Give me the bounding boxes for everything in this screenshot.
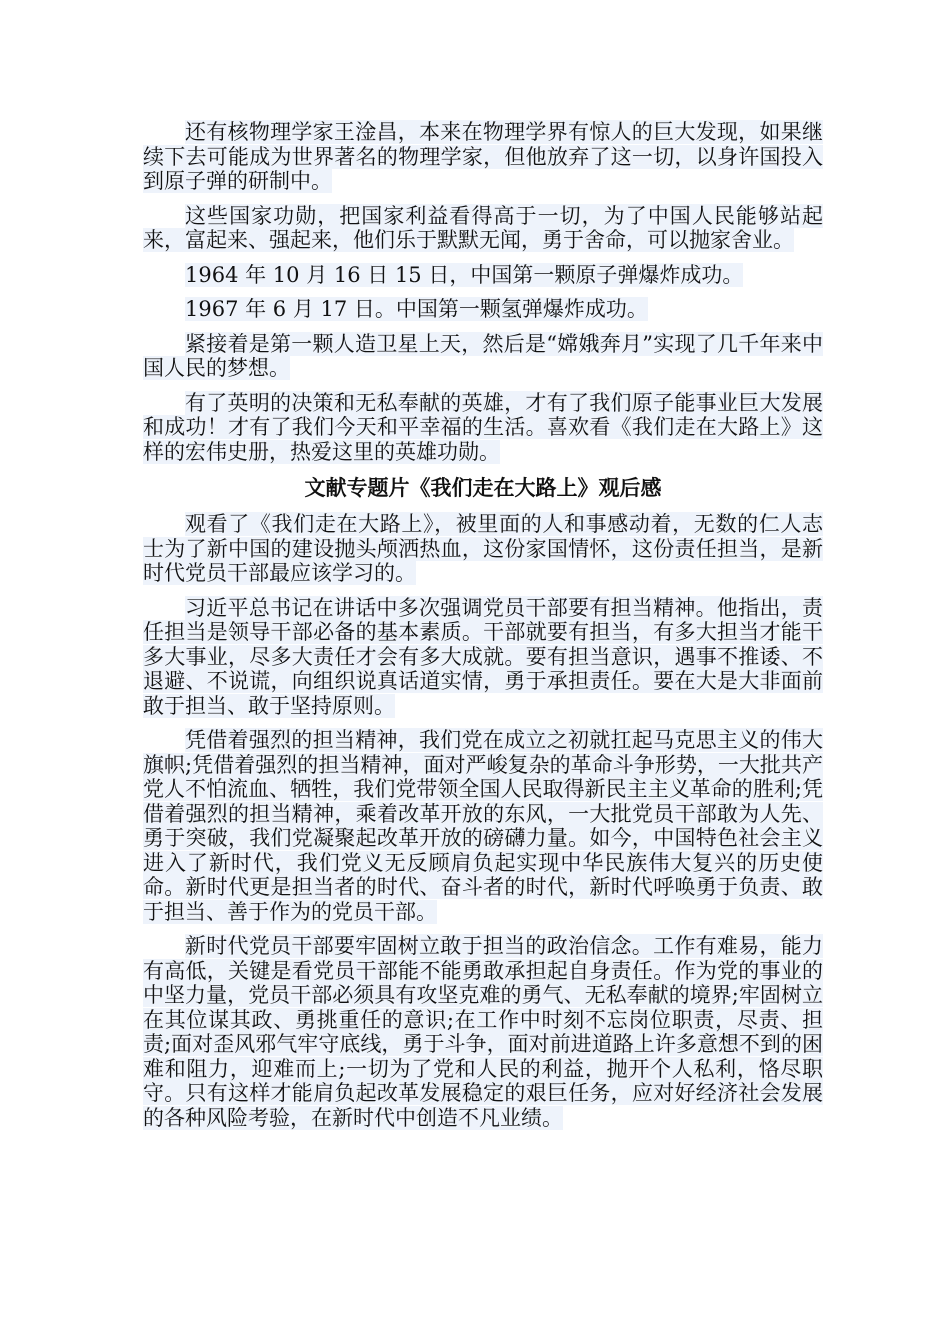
paragraph-hydrogen-bomb-date: 1967 年 6 月 17 日。中国第一颗氢弹爆炸成功。 (185, 297, 648, 321)
paragraph-atomic-bomb-date: 1964 年 10 月 16 日 15 日，中国第一颗原子弹爆炸成功。 (185, 262, 744, 287)
paragraph-new-era-cadres: 新时代党员干部要牢固树立敢于担当的政治信念。工作有难易，能力有高低，关键是看党员干部能不能勇敢承担起自身责任。作为党的事业的中坚力量，党员干部必须具有攻坚克难的勇气、无私奉献的境界;牢固树立在其位谋其政、勇挑重任的意识;在工作中时刻不忘岗位职责，尽责、担责;面对歪风邪气牢守底线，勇于斗争，面对前进道路上许多意想不到的困难和阻力，迎难而上;一切为了党和人民的利益，抛开个人私利，恪尽职守。只有这样才能肩负起改革发展稳定的艰巨任务，应对好经济社会发展的各种风险考验，在新时代中创造不凡业绩。 (143, 934, 823, 1130)
paragraph-heroes-success: 有了英明的决策和无私奉献的英雄，才有了我们原子能事业巨大发展和成功！才有了我们今天和平幸福的生活。喜欢看《我们走在大路上》这样的宏伟史册，热爱这里的英雄功勋。 (143, 390, 823, 464)
section-heading: 文献专题片《我们走在大路上》观后感 (304, 475, 662, 500)
paragraph-national-heroes: 这些国家功勋，把国家利益看得高于一切，为了中国人民能够站起来，富起来、强起来，他们乐于默默无闻，勇于舍命，可以抛家舍业。 (143, 203, 823, 252)
paragraph-watching-film: 观看了《我们走在大路上》，被里面的人和事感动着，无数的仁人志士为了新中国的建设抛头颅洒热血，这份家国情怀，这份责任担当，是新时代党员干部最应该学习的。 (143, 512, 823, 585)
paragraph-xi-responsibility: 习近平总书记在讲话中多次强调党员干部要有担当精神。他指出，责任担当是领导干部必备的基本素质。干部就要有担当，有多大担当才能干多大事业，尽多大责任才会有多大成就。要有担当意识，遇事不推诿、不退避、不说谎，向组织说真话道实情，勇于承担责任。要在大是大非面前敢于担当、敢于坚持原则。 (143, 595, 823, 718)
document-body (143, 120, 823, 1140)
paragraph-wang-ganchang: 还有核物理学家王淦昌，本来在物理学界有惊人的巨大发现，如果继续下去可能成为世界著名的物理学家，但他放弃了这一切，以身许国投入到原子弹的研制中。 (143, 120, 823, 193)
paragraph-satellite-moon: 紧接着是第一颗人造卫星上天，然后是“嫦娥奔月”实现了几千年来中国人民的梦想。 (143, 331, 823, 380)
paragraph-party-spirit: 凭借着强烈的担当精神，我们党在成立之初就扛起马克思主义的伟大旗帜;凭借着强烈的担当精神，面对严峻复杂的革命斗争形势，一大批共产党人不怕流血、牺牲，我们党带领全国人民取得新民主主义革命的胜利;凭借着强烈的担当精神，乘着改革开放的东风，一大批党员干部敢为人先、勇于突破，我们党凝聚起改革开放的磅礴力量。如今，中国特色社会主义进入了新时代，我们党义无反顾肩负起实现中华民族伟大复兴的历史使命。新时代更是担当者的时代、奋斗者的时代，新时代呼唤勇于负责、敢于担当、善于作为的党员干部。 (143, 728, 823, 924)
